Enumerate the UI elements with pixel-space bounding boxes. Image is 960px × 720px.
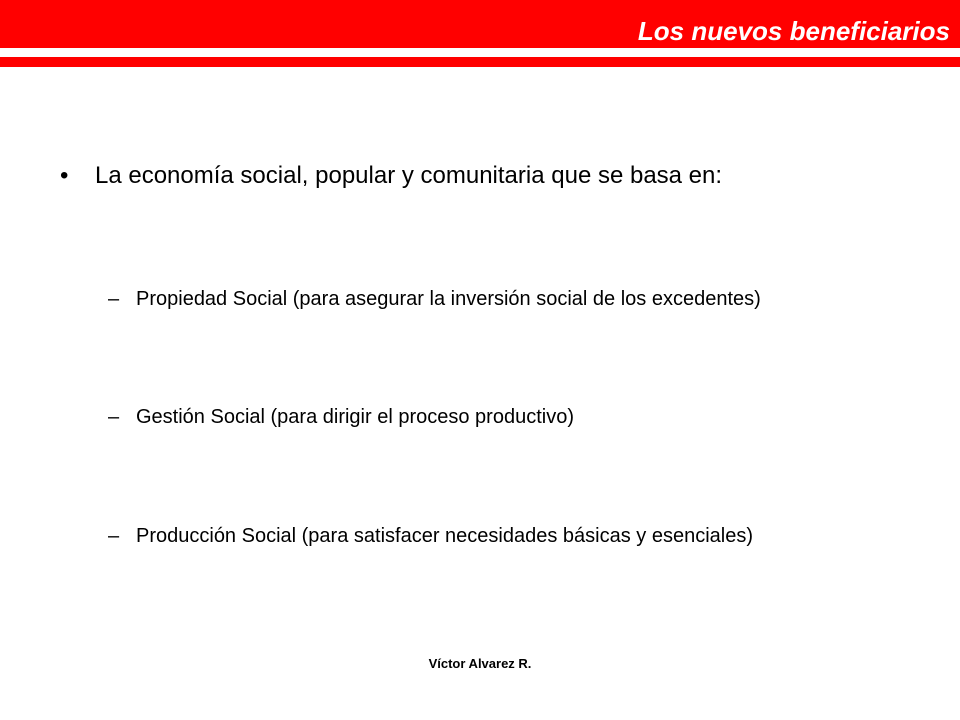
- bullet-marker: •: [60, 162, 69, 189]
- slide-title: Los nuevos beneficiarios: [637, 16, 950, 46]
- dash-marker: –: [108, 406, 120, 428]
- subitem-text: Gestión Social (para dirigir el proceso productivo): [136, 406, 574, 428]
- bullet-text: La economía social, popular y comunitaria que se basa en:: [95, 162, 723, 189]
- header-stripe: [0, 57, 960, 67]
- dash-marker: –: [108, 288, 120, 310]
- subitem-text: Producción Social (para satisfacer necesidades básicas y esenciales): [136, 525, 753, 547]
- subitem-text: Propiedad Social (para asegurar la inversión social de los excedentes): [136, 288, 761, 310]
- footer-author: Víctor Alvarez R.: [428, 656, 532, 671]
- dash-marker: –: [108, 525, 120, 547]
